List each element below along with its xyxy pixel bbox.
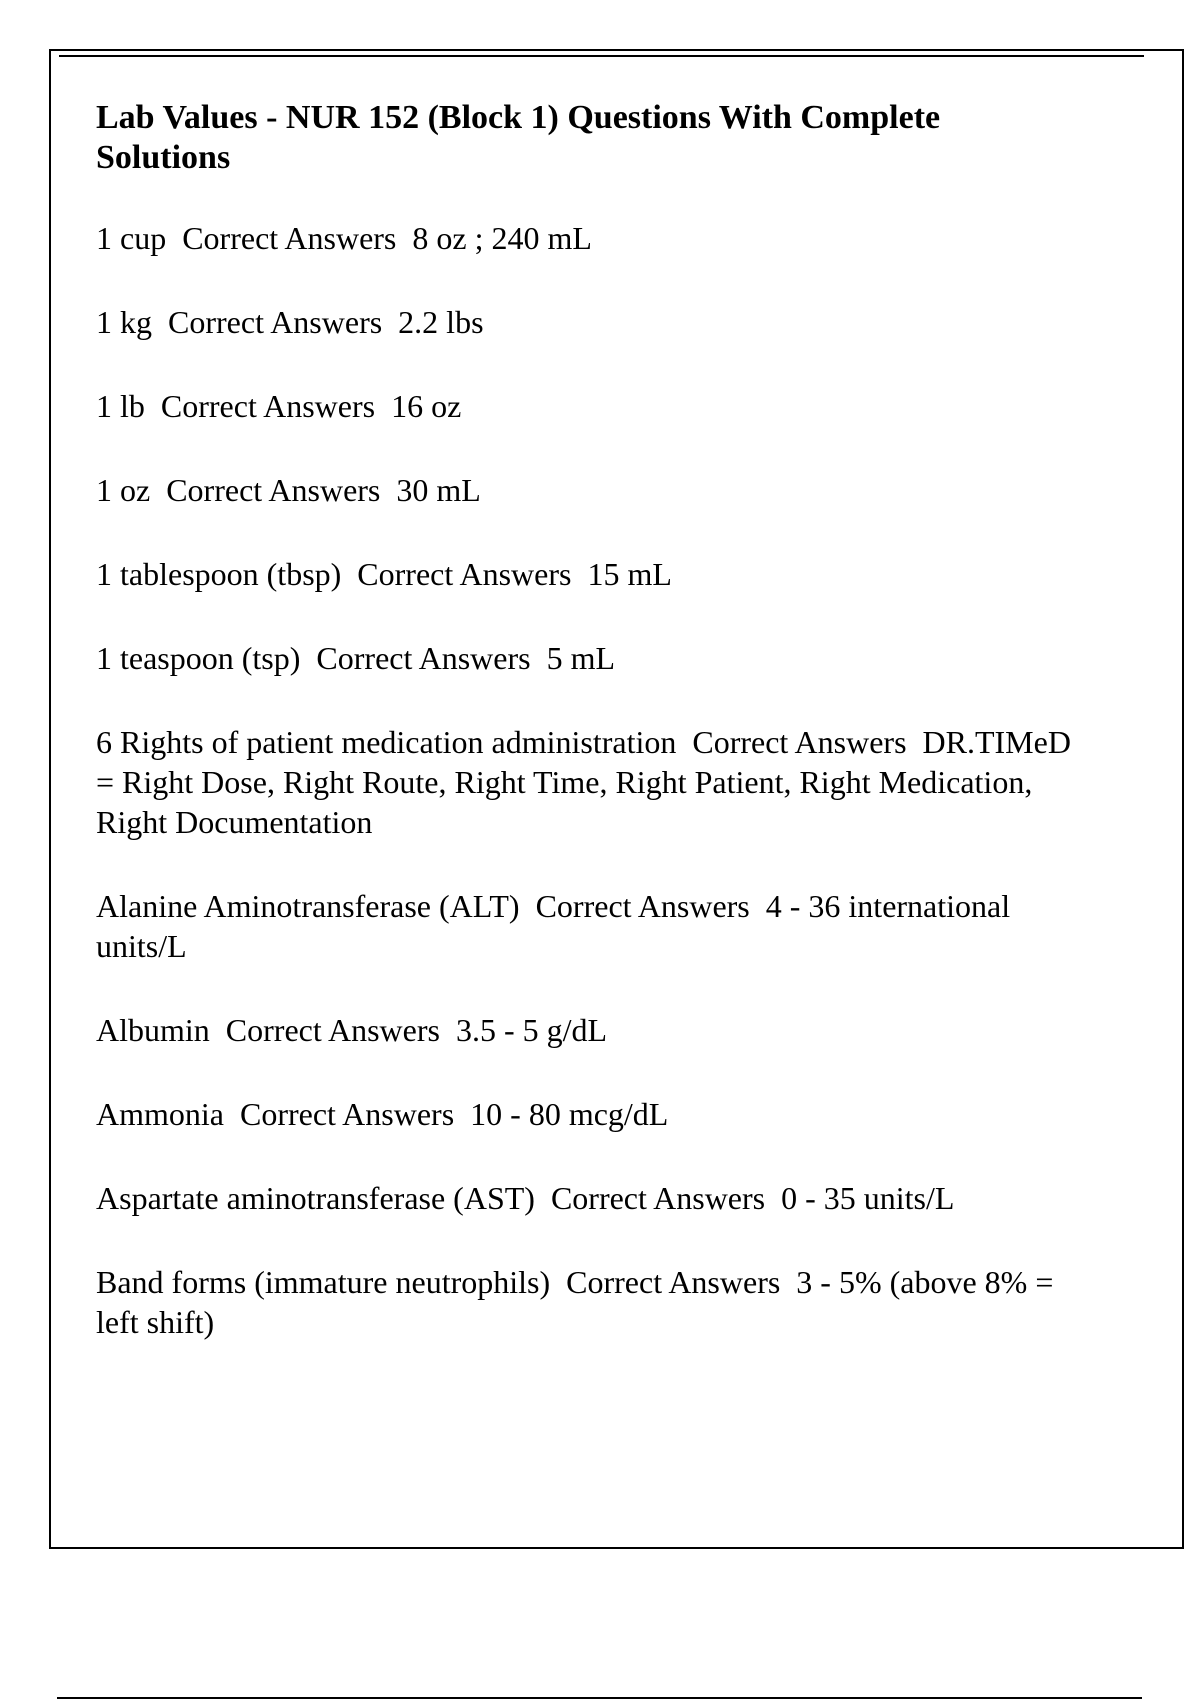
answer-text: 4 - 36 international units/L <box>96 888 1019 964</box>
list-item <box>96 638 1076 678</box>
answer-label: Correct Answers <box>225 1012 440 1048</box>
question-text: 1 teaspoon (tsp) <box>96 640 301 676</box>
answer-label: Correct Answers <box>168 304 383 340</box>
list-item <box>96 722 1079 842</box>
qa-list <box>96 218 1079 1342</box>
list-item <box>96 554 1076 594</box>
answer-text: 10 - 80 mcg/dL <box>470 1096 669 1132</box>
question-text: Aspartate aminotransferase (AST) <box>96 1180 535 1216</box>
answer-text: 30 mL <box>396 472 481 508</box>
answer-label: Correct Answers <box>566 1264 781 1300</box>
question-text: 1 cup <box>96 220 167 256</box>
answer-label: Correct Answers <box>550 1180 766 1216</box>
answer-label: Correct Answers <box>239 1096 455 1132</box>
question-text: 1 oz <box>96 472 151 508</box>
list-item <box>96 1010 1076 1050</box>
document-title: Lab Values - NUR 152 (Block 1) Questions With Complete Solutions <box>96 99 941 176</box>
list-item <box>96 218 1076 258</box>
answer-text: 5 mL <box>546 640 616 676</box>
question-text: 1 tablespoon (tbsp) <box>96 556 342 592</box>
answer-label: Correct Answers <box>692 724 907 760</box>
answer-text: 8 oz ; 240 mL <box>412 220 592 256</box>
answer-label: Correct Answers <box>316 640 531 676</box>
list-item <box>96 1178 1076 1218</box>
answer-label: Correct Answers <box>160 388 376 424</box>
answer-label: Correct Answers <box>166 472 381 508</box>
question-text: 6 Rights of patient medication administration <box>96 724 677 760</box>
list-item <box>96 1094 1076 1134</box>
answer-text: 2.2 lbs <box>398 304 484 340</box>
list-item <box>96 302 1076 342</box>
question-text: Ammonia <box>96 1096 224 1132</box>
question-text: Band forms (immature neutrophils) <box>96 1264 551 1300</box>
answer-text: 15 mL <box>587 556 672 592</box>
bottom-divider <box>57 1697 1142 1699</box>
question-text: 1 kg <box>96 304 152 340</box>
answer-text: DR.TIMeD = Right Dose, Right Route, Right Time, Right Patient, Right Medication, Right Documentation <box>96 724 1079 840</box>
top-divider <box>59 55 1144 57</box>
list-item <box>96 886 1076 966</box>
answer-text: 3 - 5% (above 8% = left shift) <box>96 1264 1062 1340</box>
list-item <box>96 1262 1076 1342</box>
question-text: Albumin <box>96 1012 210 1048</box>
answer-text: 0 - 35 units/L <box>781 1180 955 1216</box>
answer-label: Correct Answers <box>182 220 397 256</box>
question-text: 1 lb <box>96 388 145 424</box>
answer-text: 3.5 - 5 g/dL <box>455 1012 608 1048</box>
document-content <box>96 98 1079 1386</box>
list-item <box>96 386 1076 426</box>
answer-label: Correct Answers <box>357 556 572 592</box>
answer-label: Correct Answers <box>535 888 750 924</box>
question-text: Alanine Aminotransferase (ALT) <box>96 888 520 924</box>
list-item <box>96 470 1076 510</box>
answer-text: 16 oz <box>391 388 462 424</box>
